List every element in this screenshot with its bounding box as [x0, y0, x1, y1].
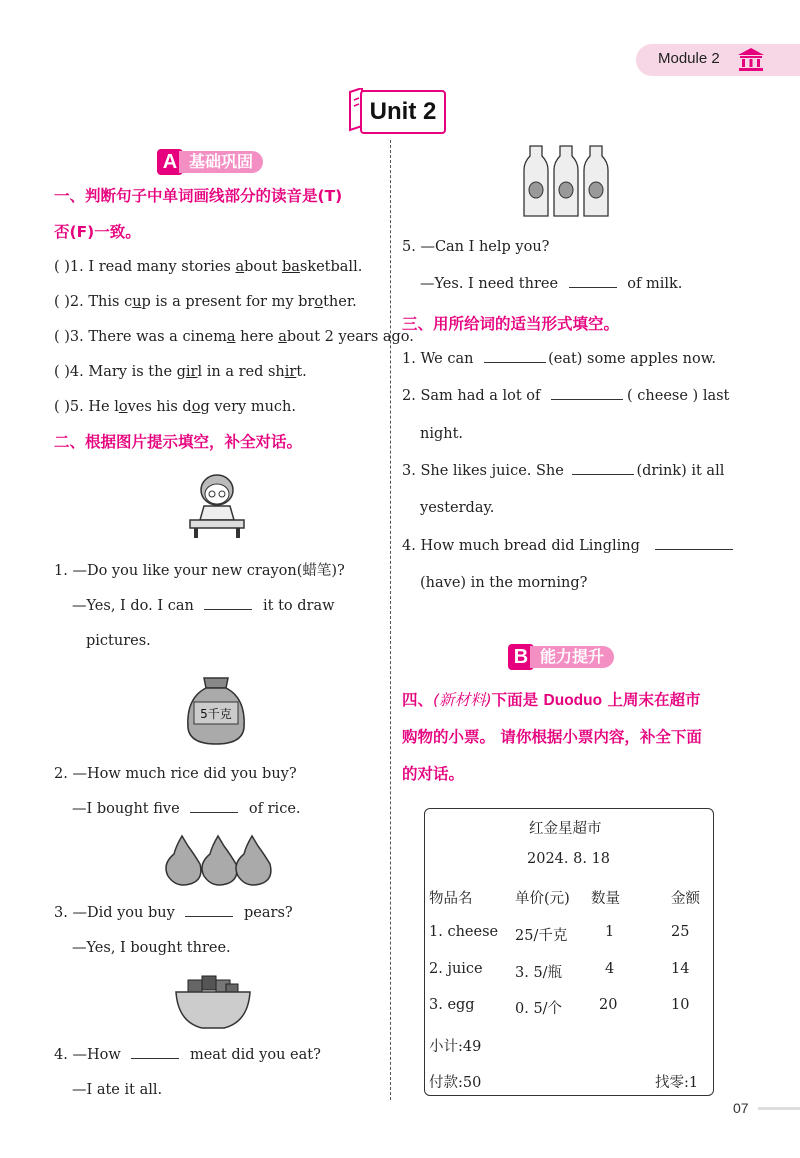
- q3-item-3: 3. She likes juice. She (drink) it all: [402, 460, 724, 482]
- boy-drawing-illustration: [182, 470, 252, 538]
- q3-item-2: 2. Sam had a lot of ( cheese ) last: [402, 385, 729, 407]
- q4-heading-line3: 的对话。: [402, 765, 465, 783]
- receipt-store-name: 红金星超市: [529, 821, 602, 837]
- q1-item-1: ( )1. I read many stories about basketball.: [54, 259, 363, 275]
- dialog5-answer: —Yes. I need three of milk.: [420, 273, 682, 295]
- section-b-label: 能力提升: [530, 646, 614, 668]
- receipt-subtotal: 小计:49: [429, 1039, 482, 1055]
- page-number: 07: [733, 1100, 749, 1116]
- dialog5-question: 5. —Can I help you?: [402, 239, 550, 255]
- answer-blank[interactable]: [484, 348, 546, 363]
- q3-item-1: 1. We can (eat) some apples now.: [402, 348, 716, 370]
- receipt-change: 找零:1: [655, 1075, 699, 1091]
- q2-dialog3-answer: —Yes, I bought three.: [72, 940, 231, 956]
- receipt-row-qty: 4: [605, 961, 615, 977]
- q3-item-4-continuation: (have) in the morning?: [420, 575, 588, 591]
- module-label: Module 2: [658, 50, 720, 67]
- q3-item-4: 4. How much bread did Lingling: [402, 535, 733, 557]
- receipt-date: 2024. 8. 18: [527, 851, 611, 867]
- receipt-row-item: 3. egg: [429, 997, 475, 1013]
- receipt-row-item: 2. juice: [429, 961, 483, 977]
- q1-item-3: ( )3. There was a cinema here about 2 years ago.: [54, 329, 414, 345]
- q1-item-5: ( )5. He loves his dog very much.: [54, 399, 297, 415]
- module-header-tab: [636, 44, 800, 76]
- q2-dialog4-answer: —I ate it all.: [72, 1082, 163, 1098]
- q3-item-3-continuation: yesterday.: [420, 500, 495, 516]
- receipt-row-amount: 14: [671, 961, 690, 977]
- q2-dialog4-question: 4. —How meat did you eat?: [54, 1044, 321, 1066]
- section-a-label: 基础巩固: [179, 151, 263, 173]
- footer-decoration: [758, 1107, 800, 1110]
- column-divider: [390, 140, 391, 1100]
- section-b-letter: B: [508, 644, 534, 670]
- temple-icon: [736, 46, 766, 72]
- receipt-header-item: 物品名: [429, 891, 473, 907]
- section-a-letter: A: [157, 149, 183, 175]
- receipt-row-item: 1. cheese: [429, 924, 499, 940]
- rice-bag-illustration: [180, 668, 252, 746]
- receipt-row-price: 0. 5/个: [515, 1001, 563, 1017]
- rice-bag-label: 5千克: [200, 707, 232, 721]
- q2-dialog1-answer: —Yes, I do. I can it to draw: [72, 595, 335, 617]
- q3-heading: 三、用所给词的适当形式填空。: [402, 315, 620, 333]
- meat-bowl-illustration: [174, 970, 252, 1032]
- q1-heading-line1: 一、判断句子中单词画线部分的读音是(T): [54, 187, 343, 205]
- answer-blank[interactable]: [204, 595, 252, 610]
- page-title: Unit 2: [360, 90, 446, 134]
- q3-item-2-continuation: night.: [420, 426, 464, 442]
- shopping-receipt: [424, 808, 714, 1096]
- q2-dialog3-question: 3. —Did you buy pears?: [54, 902, 293, 924]
- receipt-row-price: 3. 5/瓶: [515, 965, 563, 981]
- receipt-row-qty: 20: [599, 997, 618, 1013]
- receipt-paid: 付款:50: [429, 1075, 482, 1091]
- milk-bottles-illustration: [520, 144, 616, 218]
- q2-dialog2-answer: —I bought five of rice.: [72, 798, 301, 820]
- answer-blank[interactable]: [190, 798, 238, 813]
- answer-blank[interactable]: [131, 1044, 179, 1059]
- q1-heading-line2: 否(F)一致。: [54, 223, 141, 241]
- answer-blank[interactable]: [185, 902, 233, 917]
- answer-blank[interactable]: [551, 385, 623, 400]
- receipt-header-qty: 数量: [591, 891, 620, 907]
- receipt-row-amount: 10: [671, 997, 690, 1013]
- q4-heading-line2: 购物的小票。 请你根据小票内容，补全下面: [402, 728, 702, 746]
- answer-blank[interactable]: [655, 535, 733, 550]
- q1-item-4: ( )4. Mary is the girl in a red shirt.: [54, 364, 307, 380]
- q2-dialog1-continuation: pictures.: [86, 633, 151, 649]
- receipt-row-qty: 1: [605, 924, 615, 940]
- receipt-row-amount: 25: [671, 924, 690, 940]
- q1-item-2: ( )2. This cup is a present for my brother.: [54, 294, 357, 310]
- q4-heading-line1: 四、(新材料)下面是 Duoduo 上周末在超市: [402, 691, 701, 709]
- answer-blank[interactable]: [572, 460, 634, 475]
- pears-illustration: [160, 830, 276, 888]
- receipt-row-price: 25/千克: [515, 928, 568, 944]
- q2-dialog1-question: 1. —Do you like your new crayon(蜡笔)?: [54, 563, 345, 579]
- q2-heading: 二、根据图片提示填空，补全对话。: [54, 433, 303, 451]
- q2-dialog2-question: 2. —How much rice did you buy?: [54, 766, 297, 782]
- receipt-header-price: 单价(元): [515, 891, 570, 907]
- answer-blank[interactable]: [569, 273, 617, 288]
- receipt-header-amount: 金额: [671, 891, 700, 907]
